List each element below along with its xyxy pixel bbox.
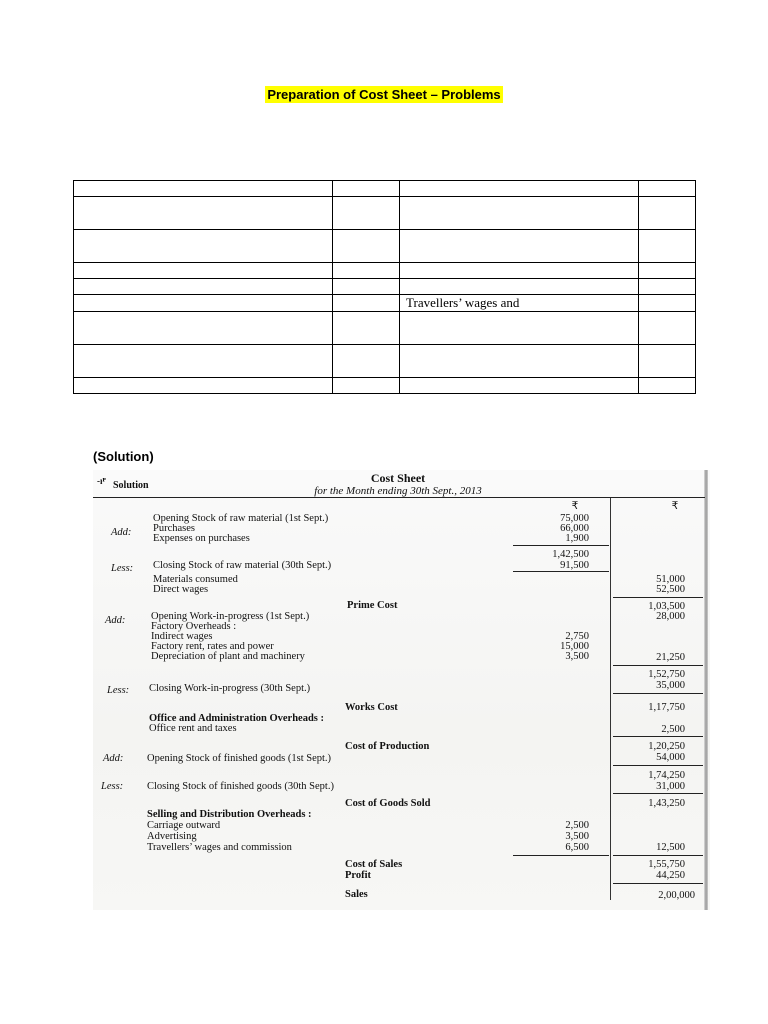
item-factory-rent: Factory rent, rates and power [151,641,274,652]
item-office-admin: Office and Administration Overheads : [149,713,324,724]
problem-cell [400,378,639,394]
problem-cell [400,279,639,295]
value-sales: 2,00,000 [658,890,695,901]
cost-sheet-subheading: for the Month ending 30th Sept., 2013 [314,485,482,497]
value-expenses-purchases: 1,900 [565,533,589,544]
value-direct-wages: 52,500 [656,584,685,595]
add-label: Add: [111,527,132,538]
problem-cell [333,279,400,295]
problem-cell [400,345,639,378]
item-advertising: Advertising [147,831,197,842]
subtotal-rule [513,571,609,572]
problem-cell [400,312,639,345]
problem-cell [74,378,333,394]
problem-row [74,230,696,263]
item-closing-fg: Closing Stock of finished goods (30th Sept.) [147,781,334,792]
value-raw-subtotal: 1,42,500 [552,549,589,560]
rupee-symbol: ₹ [671,501,679,512]
value-opening-fg: 54,000 [656,752,685,763]
value-factory-rent: 15,000 [560,641,589,652]
less-label: Less: [107,685,130,696]
value-prime-cost: 1,03,500 [648,601,685,612]
value-cost-production: 1,20,250 [648,741,685,752]
value-purchases: 66,000 [560,523,589,534]
subtotal-rule [613,597,703,598]
problem-cell [639,230,696,263]
problem-cell [333,263,400,279]
problem-cell [74,345,333,378]
problem-cell [333,312,400,345]
less-label: Less: [101,781,124,792]
problem-row [74,378,696,394]
problem-row [74,312,696,345]
page-title-highlight: Preparation of Cost Sheet – Problems [267,87,501,102]
item-prime-cost: Prime Cost [347,600,398,611]
less-label: Less: [111,563,134,574]
problem-cell [333,230,400,263]
problem-row [74,345,696,378]
subtotal-rule [613,855,703,856]
value-opening-raw: 75,000 [560,513,589,524]
item-profit: Profit [345,870,372,881]
item-materials-consumed: Materials consumed [153,574,238,585]
solution-label: (Solution) [93,449,154,464]
value-cost-goods-sold: 1,43,250 [648,798,685,809]
corner-mark: -ıᴾ [97,476,106,486]
problem-cell [333,295,400,312]
problem-row [74,279,696,295]
problem-cell [639,197,696,230]
header-rule [93,497,705,498]
problem-cell [74,230,333,263]
item-factory-overheads: Factory Overheads : [151,621,237,632]
item-direct-wages: Direct wages [153,584,209,595]
item-selling-dist: Selling and Distribution Overheads : [147,809,312,820]
add-label: Add: [105,615,126,626]
problem-row [74,263,696,279]
subtotal-rule [513,545,609,546]
value-advertising: 3,500 [565,831,589,842]
subtotal-rule [613,765,703,766]
subtotal-rule [613,693,703,694]
cost-sheet-heading: Cost Sheet [370,471,426,485]
item-cost-goods-sold: Cost of Goods Sold [345,798,431,809]
item-carriage: Carriage outward [147,820,221,831]
item-opening-raw: Opening Stock of raw material (1st Sept.) [153,513,329,524]
subtotal-rule [613,883,703,884]
value-factory-total: 21,250 [656,652,685,663]
problem-cell [400,263,639,279]
column-divider [610,498,611,900]
value-wip-subtotal: 1,52,750 [648,669,685,680]
scan-edge [704,470,708,910]
value-materials-consumed: 51,000 [656,574,685,585]
item-works-cost: Works Cost [345,702,398,713]
item-travellers: Travellers’ wages and commission [147,842,292,853]
item-closing-raw: Closing Stock of raw material (30th Sept.) [153,560,332,571]
item-purchases: Purchases [153,523,195,534]
problem-row [74,181,696,197]
problem-cell [74,197,333,230]
value-selling-total: 12,500 [656,842,685,853]
item-office-rent: Office rent and taxes [149,723,237,734]
problem-cell [74,279,333,295]
problem-cell [639,279,696,295]
value-profit: 44,250 [656,870,685,881]
subtotal-rule [613,793,703,794]
problem-cell [333,378,400,394]
item-depreciation: Depreciation of plant and machinery [151,651,305,662]
subtotal-rule [513,855,609,856]
solution-word: Solution [113,480,149,491]
problem-cell [74,181,333,197]
problem-row [74,197,696,230]
problem-cell [400,197,639,230]
rupee-symbol: ₹ [571,501,579,512]
value-travellers: 6,500 [565,842,589,853]
problem-cell [333,181,400,197]
problem-cell [74,263,333,279]
subtotal-rule [613,665,703,666]
problem-cell [333,197,400,230]
value-closing-wip: 35,000 [656,680,685,691]
value-closing-raw: 91,500 [560,560,589,571]
problem-cell [400,181,639,197]
problem-cell [639,312,696,345]
problem-row [74,295,696,312]
problem-cell [74,295,333,312]
item-cost-production: Cost of Production [345,741,430,752]
value-opening-wip: 28,000 [656,611,685,622]
item-closing-wip: Closing Work-in-progress (30th Sept.) [149,683,311,694]
value-depreciation: 3,500 [565,651,589,662]
item-cost-sales: Cost of Sales [345,859,403,870]
item-indirect-wages: Indirect wages [151,631,213,642]
problem-cell [639,181,696,197]
page-title [0,87,768,102]
problem-cell [400,230,639,263]
item-opening-wip: Opening Work-in-progress (1st Sept.) [151,611,310,622]
value-indirect-wages: 2,750 [565,631,589,642]
item-expenses-purchases: Expenses on purchases [153,533,250,544]
problem-cell [333,345,400,378]
value-fg-subtotal: 1,74,250 [648,770,685,781]
subtotal-rule [613,736,703,737]
add-label: Add: [103,753,124,764]
problem-cell [639,295,696,312]
problem-cell [639,378,696,394]
problem-table [73,180,696,394]
value-closing-fg: 31,000 [656,781,685,792]
value-office-rent: 2,500 [661,724,685,735]
solution-scan [93,470,710,910]
problem-cell [639,345,696,378]
problem-cell [639,263,696,279]
item-sales: Sales [345,889,368,900]
item-opening-fg: Opening Stock of finished goods (1st Sept.) [147,753,332,764]
value-works-cost: 1,17,750 [648,702,685,713]
value-cost-sales: 1,55,750 [648,859,685,870]
problem-cell: Travellers’ wages and [400,295,639,312]
value-carriage: 2,500 [565,820,589,831]
problem-cell [74,312,333,345]
